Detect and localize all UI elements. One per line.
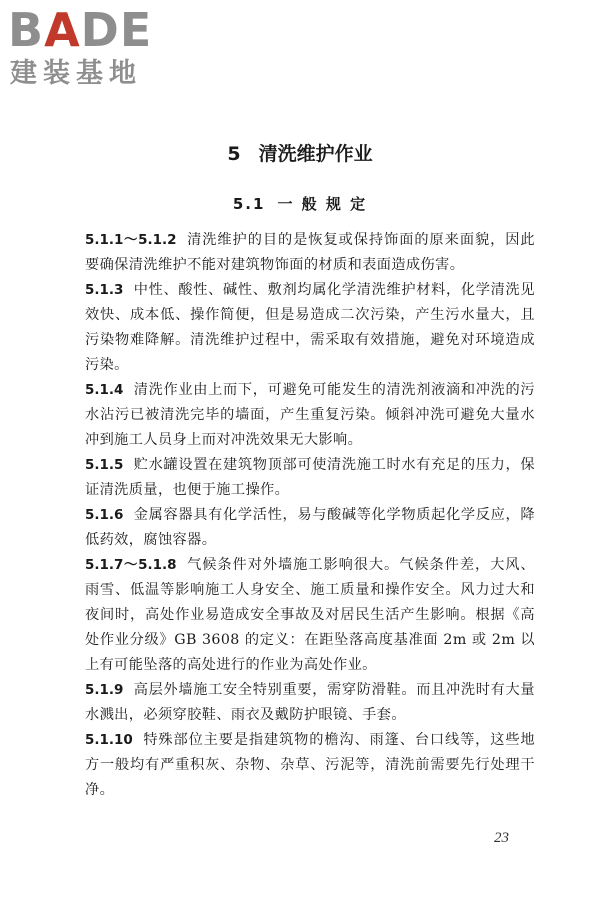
- clause-paragraph: [85, 553, 535, 678]
- clause-text: 气候条件对外墙施工影响很大。气候条件差，大风、雨雪、低温等影响施工人身安全、施工质量和操作安全。风力过大和夜间时，高处作业易造成安全事故及对居民生活产生影响。根据《高处作业分级》GB 3608 的定义：在距坠落高度基准面 2m 或 2m 以上有可能坠落的高处进行的作业为高处作业。: [85, 557, 536, 673]
- document-body: [85, 228, 535, 803]
- clause-text: 贮水罐设置在建筑物顶部可使清洗施工时水有充足的压力，保证清洗质量，也便于施工操作。: [85, 457, 535, 498]
- clause-paragraph: [85, 228, 535, 278]
- clause-number: 5.1.7～5.1.8: [85, 557, 177, 573]
- logo-subtitle: 建装基地: [10, 58, 142, 89]
- clause-paragraph: [85, 678, 535, 728]
- section-title: [0, 192, 600, 216]
- clause-number: 5.1.6: [85, 507, 124, 523]
- clause-text: 特殊部位主要是指建筑物的檐沟、雨篷、台口线等，这些地方一般均有严重积灰、杂物、杂草、污泥等，清洗前需要先行处理干净。: [85, 732, 535, 798]
- clause-number: 5.1.4: [85, 382, 124, 398]
- clause-text: 高层外墙施工安全特别重要，需穿防滑鞋。而且冲洗时有大量水溅出，必须穿胶鞋、雨衣及戴防护眼镜、手套。: [85, 682, 535, 723]
- section-title-text: 一 般 规 定: [277, 195, 368, 213]
- clause-text: 清洗维护的目的是恢复或保持饰面的原来面貌，因此要确保清洗维护不能对建筑物饰面的材质和表面造成伤害。: [85, 232, 536, 273]
- clause-paragraph: [85, 278, 535, 378]
- chapter-number: 5: [227, 143, 241, 165]
- clause-number: 5.1.10: [85, 732, 133, 748]
- clause-number: 5.1.1～5.1.2: [85, 232, 177, 248]
- logo-letter-a: A: [44, 3, 81, 57]
- logo-letters-de: DE: [80, 3, 153, 57]
- bade-logo: [8, 4, 178, 96]
- logo-letter-b: B: [8, 3, 45, 57]
- clause-number: 5.1.9: [85, 682, 124, 698]
- clause-paragraph: [85, 503, 535, 553]
- chapter-title-text: 清洗维护作业: [258, 143, 373, 165]
- clause-text: 中性、酸性、碱性、敷剂均属化学清洗维护材料，化学清洗见效快、成本低、操作简便，但是易造成二次污染，产生污水量大，且污染物难降解。清洗维护过程中，需采取有效措施，避免对环境造成污染。: [85, 282, 535, 373]
- clause-number: 5.1.5: [85, 457, 124, 473]
- clause-text: 清洗作业由上而下，可避免可能发生的清洗剂液滴和冲洗的污水沾污已被清洗完毕的墙面，产生重复污染。倾斜冲洗可避免大量水冲到施工人员身上而对冲洗效果无大影响。: [85, 382, 535, 448]
- clause-number: 5.1.3: [85, 282, 124, 298]
- clause-paragraph: [85, 728, 535, 803]
- logo-wordmark: [8, 4, 152, 56]
- chapter-title: [0, 140, 600, 168]
- clause-paragraph: [85, 378, 535, 453]
- clause-paragraph: [85, 453, 535, 503]
- clause-text: 金属容器具有化学活性，易与酸碱等化学物质起化学反应，降低药效，腐蚀容器。: [85, 507, 535, 548]
- page-number: 23: [494, 830, 509, 846]
- section-number: 5.1: [232, 195, 266, 213]
